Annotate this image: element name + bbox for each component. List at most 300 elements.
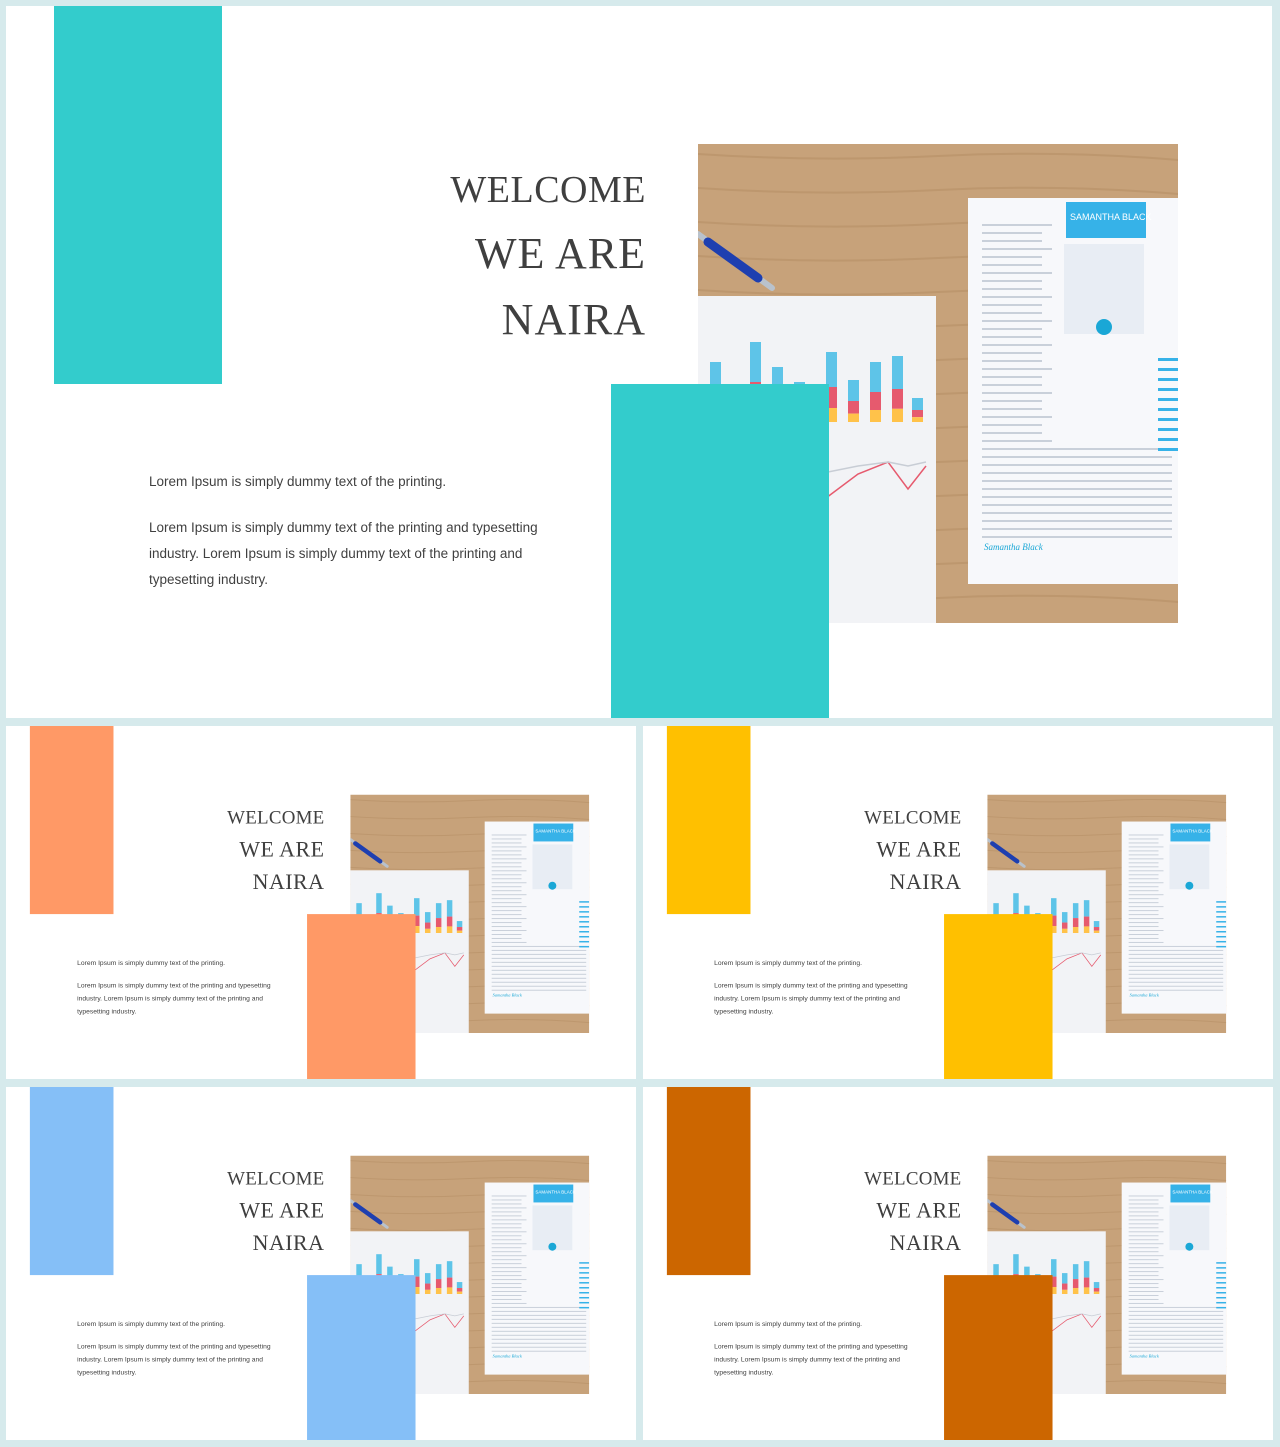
resume-text-line: [492, 986, 587, 987]
chart-bar-segment: [425, 1290, 430, 1294]
chart-bar-segment: [447, 1287, 452, 1294]
accent-block-top: [30, 726, 114, 914]
resume-text-line: [982, 472, 1172, 474]
resume-skill-bar: [1158, 378, 1178, 381]
resume-text-line: [1129, 1219, 1164, 1220]
slide-body-text: [714, 958, 918, 1018]
resume-text-line: [1129, 970, 1224, 971]
resume-skill-bar: [1216, 946, 1226, 947]
chart-bar-segment: [1062, 923, 1067, 929]
chart-bar-segment: [447, 917, 452, 927]
resume-text-line: [1129, 1275, 1159, 1276]
resume-skill-bar: [1216, 916, 1226, 917]
resume-text-line: [1129, 974, 1224, 975]
resume-text-line: [1129, 1263, 1159, 1264]
resume-text-line: [1129, 982, 1224, 983]
chart-bar-segment: [1094, 927, 1099, 931]
resume-skill-bar: [579, 1262, 589, 1263]
resume-text-line: [492, 1211, 522, 1212]
resume-text-line: [1129, 1335, 1224, 1336]
resume-text-line: [1129, 1319, 1224, 1320]
slide-body-text: [77, 1319, 281, 1379]
resume-skill-bar: [579, 901, 589, 902]
resume-signature: Samantha Black: [984, 542, 1043, 552]
resume-text-line: [982, 264, 1042, 266]
resume-text-line: [1129, 906, 1164, 907]
resume-skill-bar: [1216, 1277, 1226, 1278]
chart-bar-segment: [848, 380, 859, 401]
resume-skill-bar: [1216, 911, 1226, 912]
title-line-naira: NAIRA: [252, 869, 325, 895]
chart-bar-segment: [870, 362, 881, 392]
resume-text-line: [1129, 858, 1164, 859]
chart-bar-segment: [1094, 921, 1099, 927]
resume-text-line: [492, 918, 527, 919]
resume-name: SAMANTHA BLACK: [535, 1189, 576, 1195]
slide-content: [643, 1087, 1273, 1440]
resume-text-line: [492, 938, 522, 939]
resume-name: SAMANTHA BLACK: [1172, 828, 1213, 834]
resume-skill-bar: [1216, 1287, 1226, 1288]
chart-bar-segment: [1084, 900, 1089, 916]
resume-signature: Samantha Black: [492, 1353, 522, 1359]
resume-text-line: [982, 424, 1042, 426]
resume-text-line: [492, 930, 527, 931]
resume-signature: Samantha Black: [1129, 992, 1159, 998]
resume-text-line: [982, 440, 1052, 442]
resume-skill-bar: [579, 1267, 589, 1268]
resume-text-line: [1129, 1323, 1224, 1324]
chart-bar-segment: [457, 1288, 462, 1292]
resume-text-line: [1129, 990, 1224, 991]
resume-skill-bar: [1216, 1307, 1226, 1308]
chart-bar-segment: [750, 342, 761, 382]
slide-content: [6, 1087, 636, 1440]
chart-bar-segment: [436, 918, 441, 927]
slide-variant-burnt-orange[interactable]: [643, 1087, 1273, 1440]
resume-text-line: [1129, 978, 1224, 979]
resume-text-line: [1129, 938, 1159, 939]
resume-text-line: [492, 978, 587, 979]
resume-text-line: [1129, 1347, 1224, 1348]
resume-skill-bar: [1216, 1297, 1226, 1298]
resume-text-line: [982, 480, 1172, 482]
resume-text-line: [982, 232, 1042, 234]
resume-text-line: [492, 878, 522, 879]
resume-text-line: [492, 1335, 587, 1336]
chart-bar-segment: [1073, 1288, 1078, 1294]
accent-block-bottom: [307, 914, 415, 1079]
resume-text-line: [492, 870, 527, 871]
resume-text-line: [492, 1215, 522, 1216]
resume-text-line: [1129, 874, 1159, 875]
resume-skill-bar: [579, 1292, 589, 1293]
resume-text-line: [1129, 1247, 1159, 1248]
resume-avatar-icon: [1185, 1243, 1193, 1251]
chart-bar-segment: [1094, 1288, 1099, 1292]
chart-bar-segment: [912, 398, 923, 410]
slide-main[interactable]: [6, 6, 1272, 718]
resume-text-line: [492, 1203, 522, 1204]
title-line-welcome: WELCOME: [864, 1168, 962, 1190]
slide-title: [145, 806, 324, 894]
resume-text-line: [1129, 1295, 1159, 1296]
slide-variant-light-blue[interactable]: [6, 1087, 636, 1440]
title-line-welcome: WELCOME: [864, 807, 962, 829]
resume-text-line: [1129, 966, 1224, 967]
resume-skill-bar: [579, 1302, 589, 1303]
resume-skill-bar: [579, 916, 589, 917]
resume-skill-bar: [1216, 936, 1226, 937]
resume-skill-bar: [1216, 906, 1226, 907]
resume-text-line: [492, 942, 527, 943]
resume-name: SAMANTHA BLACK: [1070, 212, 1152, 222]
resume-text-line: [492, 1295, 522, 1296]
slide-body-text: [77, 958, 281, 1018]
resume-text-line: [492, 1247, 522, 1248]
chart-bar-segment: [1084, 1278, 1089, 1288]
title-line-naira: NAIRA: [501, 295, 646, 344]
resume-text-line: [1129, 1223, 1159, 1224]
resume-text-line: [492, 1283, 522, 1284]
title-line-we-are: WE ARE: [239, 1197, 325, 1223]
resume-text-line: [1129, 1215, 1159, 1216]
chart-bar-segment: [1051, 898, 1056, 915]
resume-text-line: [982, 416, 1052, 418]
resume-skill-bar: [1158, 448, 1178, 451]
resume-skill-bar: [579, 921, 589, 922]
resume-skill-bar: [579, 1277, 589, 1278]
resume-text-line: [1129, 958, 1224, 959]
body-paragraph-1: Lorem Ipsum is simply dummy text of the printing.: [77, 1319, 225, 1328]
resume-text-line: [492, 1231, 527, 1232]
chart-bar-segment: [1062, 929, 1067, 933]
resume-skill-bar: [579, 1272, 589, 1273]
resume-text-line: [492, 874, 522, 875]
resume-text-line: [1129, 1339, 1224, 1340]
accent-block-top: [667, 726, 751, 914]
slide-title: [782, 806, 961, 894]
chart-bar-segment: [1062, 1273, 1067, 1283]
resume-skill-bar: [579, 911, 589, 912]
resume-text-line: [492, 1319, 587, 1320]
resume-text-line: [1129, 950, 1224, 951]
resume-text-line: [1129, 894, 1164, 895]
resume-text-line: [1129, 1271, 1159, 1272]
resume-skill-bar: [1158, 408, 1178, 411]
resume-skill-bar: [1158, 438, 1178, 441]
resume-text-line: [1129, 1243, 1164, 1244]
chart-bar-segment: [1084, 917, 1089, 927]
title-line-naira: NAIRA: [889, 1230, 962, 1256]
resume-text-line: [492, 974, 587, 975]
resume-text-line: [1129, 838, 1159, 839]
resume-text-line: [492, 1323, 587, 1324]
resume-text-line: [1129, 1239, 1159, 1240]
chart-bar-segment: [376, 893, 381, 913]
resume-text-line: [1129, 854, 1159, 855]
resume-text-line: [1129, 1195, 1164, 1196]
resume-text-line: [492, 1227, 522, 1228]
chart-bar-segment: [1073, 903, 1078, 918]
resume-skill-bar: [1216, 1267, 1226, 1268]
chart-bar-segment: [1084, 926, 1089, 933]
resume-skill-bar: [579, 936, 589, 937]
resume-text-line: [1129, 842, 1159, 843]
accent-block-bottom: [611, 384, 829, 718]
resume-text-line: [492, 990, 587, 991]
resume-text-line: [492, 910, 522, 911]
resume-text-line: [1129, 1235, 1159, 1236]
resume-text-line: [1129, 1255, 1164, 1256]
resume-text-line: [982, 352, 1042, 354]
resume-text-line: [1129, 1351, 1224, 1352]
resume-text-line: [492, 922, 522, 923]
slide-title: [782, 1167, 961, 1255]
resume-text-line: [982, 448, 1172, 450]
slide-variant-yellow[interactable]: [643, 726, 1273, 1079]
resume-text-line: [492, 1219, 527, 1220]
resume-text-line: [1129, 954, 1224, 955]
resume-text-line: [1129, 834, 1164, 835]
title-line-we-are: WE ARE: [239, 836, 325, 862]
resume-text-line: [1129, 1331, 1224, 1332]
body-paragraph-1: Lorem Ipsum is simply dummy text of the printing.: [714, 1319, 862, 1328]
chart-bar-segment: [425, 1284, 430, 1290]
resume-text-line: [1129, 1287, 1159, 1288]
resume-avatar-icon: [1096, 319, 1112, 335]
resume-text-line: [1129, 918, 1164, 919]
chart-bar-segment: [1084, 1261, 1089, 1277]
title-line-we-are: WE ARE: [475, 229, 646, 278]
slide-variant-orange[interactable]: [6, 726, 636, 1079]
title-line-we-are: WE ARE: [876, 836, 962, 862]
resume-text-line: [492, 894, 527, 895]
resume-text-line: [982, 296, 1052, 298]
chart-bar-segment: [447, 1261, 452, 1277]
resume-text-line: [1129, 946, 1224, 947]
chart-bar-segment: [1013, 893, 1018, 913]
resume-text-line: [982, 240, 1042, 242]
chart-bar-segment: [447, 900, 452, 916]
resume-text-line: [492, 1263, 522, 1264]
title-line-naira: NAIRA: [252, 1230, 325, 1256]
slide-body-text: [714, 1319, 918, 1379]
resume-text-line: [1129, 1283, 1159, 1284]
resume-skill-bar: [1158, 368, 1178, 371]
body-paragraph-2: Lorem Ipsum is simply dummy text of the printing and typesetting industry. Lorem Ipsum is simply dummy text of the printing and typesetting industry.: [714, 1342, 908, 1377]
resume-text-line: [1129, 986, 1224, 987]
resume-skill-bar: [1216, 926, 1226, 927]
resume-skill-bar: [579, 1287, 589, 1288]
chart-bar-segment: [414, 1259, 419, 1276]
accent-block-top: [667, 1087, 751, 1275]
chart-bar-segment: [870, 392, 881, 410]
resume-text-line: [492, 1267, 527, 1268]
resume-text-line: [492, 914, 522, 915]
chart-bar-segment: [425, 929, 430, 933]
resume-text-line: [982, 392, 1052, 394]
resume-text-line: [1129, 878, 1159, 879]
resume-text-line: [1129, 1227, 1159, 1228]
chart-bar-segment: [848, 401, 859, 414]
resume-text-line: [492, 866, 522, 867]
resume-skill-bar: [579, 941, 589, 942]
chart-bar-segment: [425, 923, 430, 929]
resume-skill-bar: [1158, 398, 1178, 401]
resume-text-line: [1129, 914, 1159, 915]
chart-bar-segment: [436, 1264, 441, 1279]
body-paragraph-2: Lorem Ipsum is simply dummy text of the printing and typesetting industry. Lorem Ipsum is simply dummy text of the printing and typesetting industry.: [77, 981, 271, 1016]
resume-text-line: [492, 862, 522, 863]
resume-text-line: [492, 970, 587, 971]
resume-text-line: [492, 1347, 587, 1348]
resume-skill-bar: [1216, 1262, 1226, 1263]
accent-block-top: [30, 1087, 114, 1275]
resume-text-line: [492, 898, 522, 899]
chart-bar-segment: [892, 389, 903, 409]
resume-text-line: [492, 1291, 527, 1292]
resume-text-line: [1129, 870, 1164, 871]
resume-text-line: [1129, 882, 1164, 883]
body-paragraph-2: Lorem Ipsum is simply dummy text of the printing and typesetting industry. Lorem Ipsum is simply dummy text of the printing and typesetting industry.: [77, 1342, 271, 1377]
resume-text-line: [1129, 930, 1164, 931]
resume-skill-bar: [1158, 418, 1178, 421]
resume-text-line: [492, 1255, 527, 1256]
chart-bar-segment: [447, 926, 452, 933]
resume-text-line: [982, 528, 1172, 530]
resume-skill-bar: [579, 931, 589, 932]
resume-text-line: [492, 954, 587, 955]
resume-skill-bar: [579, 946, 589, 947]
resume-text-line: [492, 962, 587, 963]
resume-text-line: [982, 368, 1052, 370]
chart-bar-segment: [1062, 1290, 1067, 1294]
resume-avatar-icon: [548, 882, 556, 890]
resume-text-line: [1129, 862, 1159, 863]
resume-text-line: [982, 536, 1172, 538]
chart-bar-segment: [436, 1279, 441, 1288]
slide-content: [6, 6, 1272, 718]
resume-text-line: [1129, 922, 1159, 923]
resume-text-line: [492, 1339, 587, 1340]
title-line-naira: NAIRA: [889, 869, 962, 895]
body-paragraph-2: Lorem Ipsum is simply dummy text of the printing and typesetting industry. Lorem Ipsum is simply dummy text of the printing and typesetting industry.: [714, 981, 908, 1016]
resume-text-line: [982, 272, 1052, 274]
resume-text-line: [982, 312, 1042, 314]
resume-text-line: [1129, 1307, 1224, 1308]
resume-text-line: [982, 224, 1052, 226]
chart-bar-segment: [826, 352, 837, 387]
resume-text-line: [1129, 1299, 1159, 1300]
chart-bar-segment: [912, 410, 923, 417]
chart-bar-segment: [425, 1273, 430, 1283]
accent-block-bottom: [944, 1275, 1052, 1440]
resume-text-line: [1129, 1343, 1224, 1344]
resume-avatar-icon: [1185, 882, 1193, 890]
resume-text-line: [982, 456, 1172, 458]
resume-text-line: [492, 882, 527, 883]
chart-bar-segment: [1073, 927, 1078, 933]
resume-text-line: [982, 464, 1172, 466]
title-line-welcome: WELCOME: [450, 169, 646, 211]
resume-text-line: [492, 1271, 522, 1272]
resume-text-line: [1129, 910, 1159, 911]
resume-skill-bar: [1216, 921, 1226, 922]
resume-text-line: [982, 344, 1052, 346]
chart-bar-segment: [436, 927, 441, 933]
resume-text-line: [1129, 890, 1159, 891]
chart-bar-segment: [414, 898, 419, 915]
resume-skill-bar: [1216, 1302, 1226, 1303]
resume-text-line: [982, 504, 1172, 506]
resume-text-line: [1129, 1203, 1159, 1204]
resume-text-line: [982, 496, 1172, 498]
resume-text-line: [492, 1195, 527, 1196]
resume-text-line: [492, 1239, 522, 1240]
body-paragraph-1: Lorem Ipsum is simply dummy text of the printing.: [77, 958, 225, 967]
resume-text-line: [492, 1299, 522, 1300]
resume-text-line: [1129, 1303, 1164, 1304]
resume-text-line: [1129, 886, 1159, 887]
resume-text-line: [982, 336, 1042, 338]
resume-skill-bar: [1216, 1272, 1226, 1273]
resume-text-line: [1129, 850, 1159, 851]
slide-title: [145, 1167, 324, 1255]
resume-skill-bar: [1216, 1292, 1226, 1293]
chart-bar-segment: [1062, 912, 1067, 922]
resume-text-line: [982, 288, 1042, 290]
resume-text-line: [492, 850, 522, 851]
chart-bar-segment: [457, 1292, 462, 1294]
chart-bar-segment: [1073, 918, 1078, 927]
resume-text-line: [492, 854, 522, 855]
chart-bar-segment: [457, 921, 462, 927]
chart-bar-segment: [436, 1288, 441, 1294]
resume-text-line: [492, 846, 527, 847]
chart-bar-segment: [447, 1278, 452, 1288]
resume-text-line: [982, 400, 1042, 402]
resume-skill-bar: [1158, 388, 1178, 391]
resume-text-line: [492, 1207, 527, 1208]
title-line-we-are: WE ARE: [876, 1197, 962, 1223]
resume-text-line: [1129, 942, 1164, 943]
resume-text-line: [1129, 846, 1164, 847]
slide-title: [286, 166, 646, 342]
slide-content: [643, 726, 1273, 1079]
slide-content: [6, 726, 636, 1079]
resume-skill-bar: [579, 1297, 589, 1298]
resume-skill-bar: [579, 906, 589, 907]
resume-text-line: [1129, 1251, 1159, 1252]
resume-text-line: [982, 320, 1052, 322]
resume-text-line: [492, 906, 527, 907]
resume-text-line: [1129, 1327, 1224, 1328]
resume-text-line: [492, 1351, 587, 1352]
accent-block-bottom: [944, 914, 1052, 1079]
body-paragraph-2: Lorem Ipsum is simply dummy text of the printing and typesetting industry. Lorem Ipsum is simply dummy text of the printing and typesetting industry.: [149, 520, 538, 587]
resume-text-line: [492, 858, 527, 859]
chart-bar-segment: [1062, 1284, 1067, 1290]
chart-bar-segment: [1051, 1259, 1056, 1276]
resume-text-line: [492, 1223, 522, 1224]
slide-body-text: [149, 472, 559, 593]
chart-bar-segment: [870, 410, 881, 422]
chart-bar-segment: [1094, 1292, 1099, 1294]
resume-text-line: [982, 408, 1042, 410]
resume-text-line: [492, 950, 587, 951]
resume-text-line: [982, 304, 1042, 306]
